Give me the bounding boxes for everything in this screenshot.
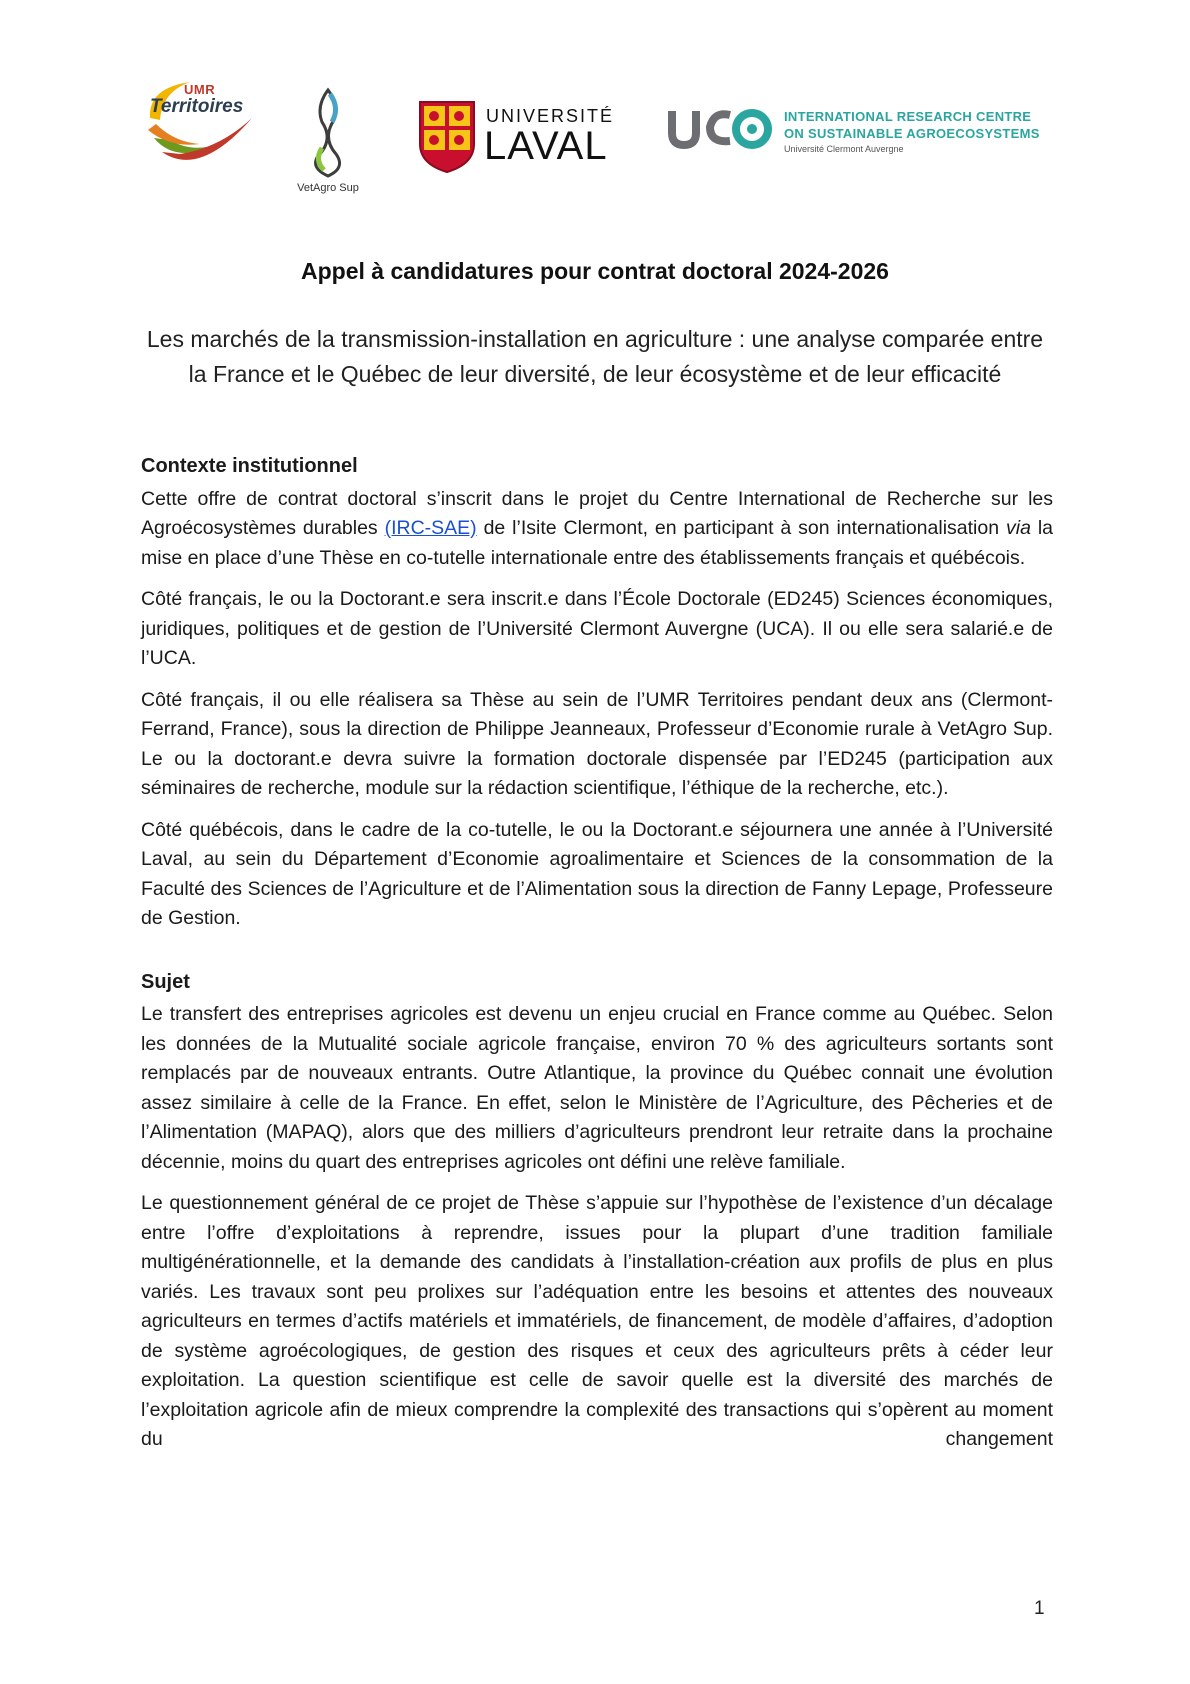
paragraph-contexte-2: Côté français, le ou la Doctorant.e sera inscrit.e dans l’École Doctorale (ED245) Sciences économiques, juridiques, politiques et de gestion de l’Université Clermont Auvergne (UCA). Il ou elle sera salarié.e de l’UCA. bbox=[141, 588, 1053, 669]
document-body bbox=[141, 452, 1053, 1467]
territoires-label: Territoires bbox=[150, 96, 244, 117]
universite-laval-logo bbox=[418, 100, 615, 178]
paragraph-contexte-4: Côté québécois, dans le cadre de la co-tutelle, le ou la Doctorant.e séjournera une année à l’Université Laval, au sein du Département d’Economie agroalimentaire et Sciences de la consommation de la Faculté des Sciences de l’Agriculture et de l’Alimentation sous la direction de Fanny Lepage, Professeure de Gestion. bbox=[141, 818, 1053, 929]
vetagro-figure-icon bbox=[288, 86, 368, 180]
laval-name-label: LAVAL bbox=[484, 124, 608, 168]
uca-mark-icon bbox=[668, 103, 772, 151]
vetagro-label: VetAgro Sup bbox=[297, 182, 359, 194]
page-subtitle: Les marchés de la transmission-installation en agriculture : une analyse comparée entre la France et le Québec de leur diversité, de leur écosystème et de leur efficacité bbox=[146, 326, 1044, 387]
umr-territoires-logo bbox=[140, 78, 264, 176]
page-title: Appel à candidatures pour contrat doctoral 2024-2026 bbox=[301, 258, 889, 284]
vetagro-logo bbox=[288, 86, 368, 200]
section-heading-sujet: Sujet bbox=[141, 970, 190, 993]
irc-line1: INTERNATIONAL RESEARCH CENTRE bbox=[784, 109, 1032, 124]
uca-name: Université Clermont Auvergne bbox=[784, 144, 904, 154]
section-gap bbox=[141, 946, 1053, 968]
italic-text: via bbox=[1005, 517, 1031, 539]
text-run: la mise en place d’une Thèse en co-tutelle internationale entre des établissements français et québécois. bbox=[141, 517, 1053, 569]
paragraph-sujet-2: Le questionnement général de ce projet de Thèse s’appuie sur l’hypothèse de l’existence d’un décalage entre l’offre d’exploitations à reprendre, issues pour la plupart d’une tradition familiale multigénérationnelle, et la demande des candidats à l’installation-création aux profils de plus en plus variés. Les travaux sont peu prolixes sur l’adéquation entre les besoins et attentes des nouveaux agriculteurs en termes d’actifs matériels et immatériels, de financement, de modèle d’affaires, d’adoption de système agroécologiques, de gestion des risques et ceux des agriculteurs prêts à céder leur exploitation. La question scientifique est celle de savoir quelle est la diversité des marchés de l’exploitation agricole afin de mieux comprendre la complexité des transactions qui s’opèrent au moment du changement bbox=[141, 1192, 1053, 1450]
logo-header bbox=[140, 78, 1050, 200]
text-run: de l’Isite Clermont, en participant à son internationalisation bbox=[476, 517, 1006, 539]
laval-universite-label: UNIVERSITÉ bbox=[486, 106, 615, 126]
umr-label: UMR bbox=[184, 82, 216, 97]
text-run: Cette offre de contrat doctoral s’inscrit dans le projet du Centre International de Recherche sur les Agroécosystèmes durables bbox=[141, 487, 1053, 539]
paragraph-contexte-3: Côté français, il ou elle réalisera sa Thèse au sein de l’UMR Territoires pendant deux ans (Clermont-Ferrand, France), sous la direction de Philippe Jeanneaux, Professeur d’Economie rurale à VetAgro Sup. Le ou la doctorant.e devra suivre la formation doctorale dispensée par l’ED245 (participation aux séminaires de recherche, module sur la rédaction scientifique, l’éthique de la recherche, etc.). bbox=[141, 688, 1053, 799]
laval-shield-icon bbox=[418, 100, 476, 174]
irc-sae-uca-logo bbox=[668, 103, 1058, 163]
irc-sae-link[interactable]: (IRC-SAE) bbox=[384, 517, 477, 539]
paragraph-sujet-1: Le transfert des entreprises agricoles est devenu un enjeu crucial en France comme au Québec. Selon les données de la Mutualité sociale agricole française, environ 70 % des agriculteurs sortants sont remplacés par de nouveaux entrants. Outre Atlantique, la province du Québec connait une évolution assez similaire à celle de la France. En effet, selon le Ministère de l’Agriculture, des Pêcheries et de l’Alimentation (MAPAQ), alors que des milliers d’agriculteurs prendront leur retraite dans la prochaine décennie, moins du quart des entreprises agricoles ont défini une relève familiale. bbox=[141, 1003, 1053, 1173]
paragraph-contexte-1 bbox=[141, 485, 1053, 574]
page-number: 1 bbox=[1034, 1598, 1045, 1619]
irc-line2: ON SUSTAINABLE AGROECOSYSTEMS bbox=[784, 126, 1040, 141]
section-heading-contexte: Contexte institutionnel bbox=[141, 455, 358, 477]
